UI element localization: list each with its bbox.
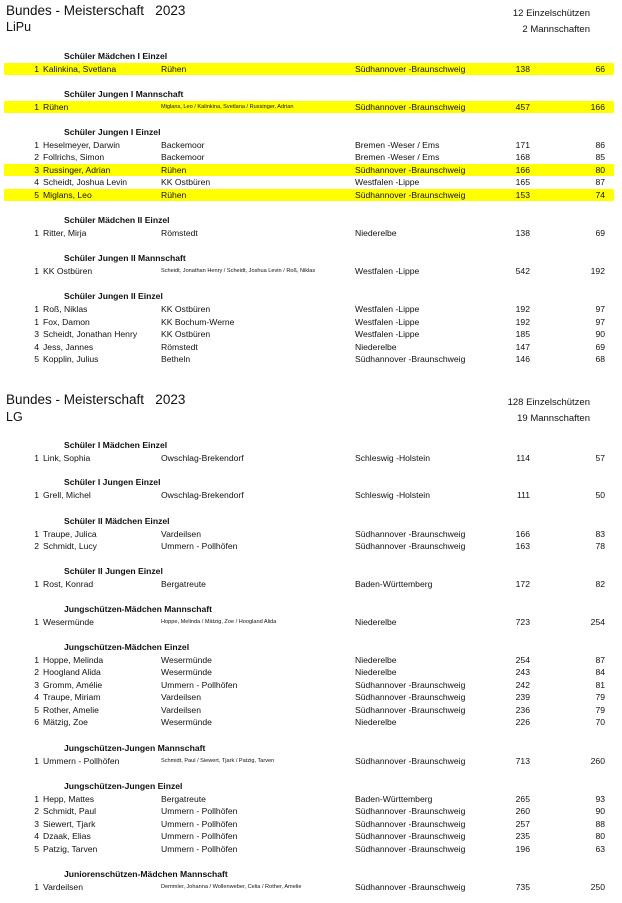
result-row [0, 139, 622, 151]
block-discipline: LG [6, 410, 23, 424]
points-cell: 81 [595, 680, 605, 690]
points-cell: 68 [595, 354, 605, 364]
team-members-cell: Demmler, Johanna / Wollenweber, Celia / Rother, Amelie [161, 884, 302, 890]
result-row [0, 755, 622, 767]
score-cell: 196 [515, 844, 530, 854]
region-cell: Bremen -Weser / Ems [355, 152, 440, 162]
rank-cell: 5 [34, 705, 39, 715]
club-cell: Ummern - Pollhöfen [161, 680, 238, 690]
block-count-teams: 19 Mannschaften [517, 413, 590, 424]
name-cell: Siewert, Tjark [43, 819, 96, 829]
club-cell: KK Ostbüren [161, 177, 211, 187]
region-cell: Bremen -Weser / Ems [355, 140, 440, 150]
result-row [0, 666, 622, 678]
score-cell: 147 [515, 342, 530, 352]
result-row [0, 881, 622, 893]
result-row [0, 227, 622, 239]
block-count-teams: 2 Mannschaften [522, 24, 590, 35]
rank-cell: 1 [34, 882, 39, 892]
rank-cell: 2 [34, 541, 39, 551]
name-cell: Scheidt, Jonathan Henry [43, 329, 138, 339]
name-cell: Russinger, Adrian [43, 165, 111, 175]
points-cell: 82 [595, 579, 605, 589]
rank-cell: 4 [34, 692, 39, 702]
score-cell: 192 [515, 304, 530, 314]
score-cell: 138 [515, 228, 530, 238]
region-cell: Westfalen -Lippe [355, 317, 420, 327]
score-cell: 163 [515, 541, 530, 551]
rank-cell: 3 [34, 329, 39, 339]
score-cell: 242 [515, 680, 530, 690]
region-cell: Westfalen -Lippe [355, 177, 420, 187]
region-cell: Südhannover -Braunschweig [355, 806, 466, 816]
rank-cell: 1 [34, 453, 39, 463]
score-cell: 153 [515, 190, 530, 200]
points-cell: 79 [595, 692, 605, 702]
result-row [0, 818, 622, 830]
rank-cell: 4 [34, 342, 39, 352]
rank-cell: 3 [34, 680, 39, 690]
club-cell: Wesermünde [161, 717, 212, 727]
result-row [0, 793, 622, 805]
score-cell: 114 [516, 453, 530, 463]
region-cell: Niederelbe [355, 342, 397, 352]
rank-cell: 1 [34, 579, 39, 589]
score-cell: 542 [515, 266, 530, 276]
result-row [0, 843, 622, 855]
region-cell: Südhannover -Braunschweig [355, 882, 466, 892]
points-cell: 260 [590, 756, 605, 766]
name-cell: Schmidt, Lucy [43, 541, 97, 551]
score-cell: 236 [515, 705, 530, 715]
name-cell: Jess, Jannes [43, 342, 94, 352]
points-cell: 74 [595, 190, 605, 200]
rank-cell: 1 [34, 317, 39, 327]
rank-cell: 5 [34, 190, 39, 200]
team-members-cell: Miglans, Leo / Kalinkina, Svetlana / Russinger, Adrian [161, 104, 294, 110]
rank-cell: 1 [34, 228, 39, 238]
points-cell: 97 [595, 304, 605, 314]
rank-cell: 1 [34, 756, 39, 766]
name-cell: Dzaak, Elias [43, 831, 91, 841]
points-cell: 97 [595, 317, 605, 327]
club-cell: Römstedt [161, 342, 198, 352]
result-row [0, 540, 622, 552]
region-cell: Südhannover -Braunschweig [355, 64, 466, 74]
score-cell: 457 [515, 102, 530, 112]
name-cell: Link, Sophia [43, 453, 91, 463]
rank-cell: 3 [34, 819, 39, 829]
section-title: Schüler I Mädchen Einzel [64, 440, 168, 450]
region-cell: Südhannover -Braunschweig [355, 756, 466, 766]
score-cell: 243 [515, 667, 530, 677]
points-cell: 50 [595, 490, 605, 500]
rank-cell: 1 [34, 64, 39, 74]
name-cell: KK Ostbüren [43, 266, 93, 276]
name-cell: Hepp, Mattes [43, 794, 95, 804]
section-title: Schüler Jungen II Einzel [64, 291, 163, 301]
region-cell: Südhannover -Braunschweig [355, 190, 466, 200]
points-cell: 57 [595, 453, 605, 463]
region-cell: Südhannover -Braunschweig [355, 705, 466, 715]
region-cell: Südhannover -Braunschweig [355, 541, 466, 551]
points-cell: 166 [590, 102, 605, 112]
region-cell: Baden-Württemberg [355, 794, 433, 804]
rank-cell: 1 [34, 304, 39, 314]
region-cell: Niederelbe [355, 228, 397, 238]
points-cell: 93 [595, 794, 605, 804]
club-cell: Ummern - Pollhöfen [161, 831, 238, 841]
club-cell: Wesermünde [161, 667, 212, 677]
points-cell: 86 [595, 140, 605, 150]
score-cell: 226 [515, 717, 530, 727]
name-cell: Miglans, Leo [43, 190, 92, 200]
rank-cell: 1 [34, 794, 39, 804]
block-title: Bundes - Meisterschaft 2023 [6, 392, 186, 407]
score-cell: 254 [515, 655, 530, 665]
team-members-cell: Scheidt, Jonathan Henry / Scheidt, Joshua Levin / Roß, Niklas [161, 268, 316, 274]
result-row [0, 578, 622, 590]
section-title: Juniorenschützen-Mädchen Mannschaft [64, 869, 228, 879]
block-discipline: LiPu [6, 20, 32, 34]
result-row [4, 101, 614, 113]
name-cell: Kopplin, Julius [43, 354, 99, 364]
rank-cell: 5 [34, 844, 39, 854]
result-row [0, 328, 622, 340]
result-row [0, 654, 622, 666]
points-cell: 69 [595, 228, 605, 238]
region-cell: Westfalen -Lippe [355, 304, 420, 314]
score-cell: 146 [515, 354, 530, 364]
region-cell: Südhannover -Braunschweig [355, 819, 466, 829]
section-title: Schüler II Jungen Einzel [64, 566, 163, 576]
result-row [0, 316, 622, 328]
result-row [0, 176, 622, 188]
points-cell: 69 [595, 342, 605, 352]
rank-cell: 1 [34, 529, 39, 539]
score-cell: 265 [515, 794, 530, 804]
score-cell: 172 [515, 579, 530, 589]
club-cell: Bergatreute [161, 794, 206, 804]
result-row [4, 189, 614, 201]
region-cell: Schleswig -Holstein [355, 453, 430, 463]
club-cell: Ummern - Pollhöfen [161, 541, 238, 551]
name-cell: Heselmeyer, Darwin [43, 140, 120, 150]
section-title: Jungschützen-Mädchen Einzel [64, 642, 190, 652]
section-title: Schüler Mädchen I Einzel [64, 51, 168, 61]
rank-cell: 4 [34, 831, 39, 841]
club-cell: Bergatreute [161, 579, 206, 589]
name-cell: Kalinkina, Svetlana [43, 64, 117, 74]
club-cell: Vardeilsen [161, 692, 201, 702]
region-cell: Südhannover -Braunschweig [355, 692, 466, 702]
points-cell: 63 [595, 844, 605, 854]
club-cell: Backemoor [161, 140, 205, 150]
result-row [0, 353, 622, 365]
name-cell: Gromm, Amélie [43, 680, 103, 690]
name-cell: Vardeilsen [43, 882, 83, 892]
club-cell: Betheln [161, 354, 191, 364]
region-cell: Niederelbe [355, 667, 397, 677]
club-cell: Wesermünde [161, 655, 212, 665]
section-title: Jungschützen-Jungen Mannschaft [64, 743, 206, 753]
result-row [4, 164, 614, 176]
points-cell: 192 [590, 266, 605, 276]
name-cell: Roß, Niklas [43, 304, 88, 314]
block-title: Bundes - Meisterschaft 2023 [6, 3, 186, 18]
score-cell: 257 [515, 819, 530, 829]
rank-cell: 5 [34, 354, 39, 364]
rank-cell: 6 [34, 717, 39, 727]
score-cell: 735 [515, 882, 530, 892]
points-cell: 79 [595, 705, 605, 715]
score-cell: 235 [515, 831, 530, 841]
points-cell: 254 [590, 617, 605, 627]
region-cell: Niederelbe [355, 717, 397, 727]
club-cell: Vardeilsen [161, 705, 201, 715]
points-cell: 84 [595, 667, 605, 677]
points-cell: 83 [595, 529, 605, 539]
name-cell: Wesermünde [43, 617, 94, 627]
rank-cell: 1 [34, 617, 39, 627]
region-cell: Niederelbe [355, 655, 397, 665]
region-cell: Südhannover -Braunschweig [355, 165, 466, 175]
result-row [0, 716, 622, 728]
rank-cell: 1 [34, 140, 39, 150]
section-title: Schüler Jungen I Einzel [64, 127, 161, 137]
score-cell: 192 [515, 317, 530, 327]
block-count-individual: 128 Einzelschützen [507, 397, 590, 408]
rank-cell: 4 [34, 177, 39, 187]
result-row [0, 341, 622, 353]
score-cell: 138 [515, 64, 530, 74]
name-cell: Follrichs, Simon [43, 152, 105, 162]
result-row [0, 830, 622, 842]
result-row [0, 489, 622, 501]
region-cell: Westfalen -Lippe [355, 266, 420, 276]
region-cell: Niederelbe [355, 617, 397, 627]
points-cell: 85 [595, 152, 605, 162]
name-cell: Traupe, Julica [43, 529, 97, 539]
result-row [0, 691, 622, 703]
points-cell: 80 [595, 831, 605, 841]
result-row [0, 704, 622, 716]
team-members-cell: Schmidt, Paul / Siewert, Tjark / Patzig, Tarven [161, 758, 275, 764]
section-title: Schüler II Mädchen Einzel [64, 516, 170, 526]
score-cell: 166 [515, 165, 530, 175]
name-cell: Rost, Konrad [43, 579, 94, 589]
points-cell: 88 [595, 819, 605, 829]
region-cell: Schleswig -Holstein [355, 490, 430, 500]
region-cell: Südhannover -Braunschweig [355, 680, 466, 690]
region-cell: Südhannover -Braunschweig [355, 102, 466, 112]
club-cell: Ummern - Pollhöfen [161, 844, 238, 854]
score-cell: 260 [515, 806, 530, 816]
result-row [4, 63, 614, 75]
score-cell: 713 [515, 756, 530, 766]
region-cell: Südhannover -Braunschweig [355, 354, 466, 364]
rank-cell: 1 [34, 266, 39, 276]
club-cell: Owschlag-Brekendorf [161, 453, 244, 463]
points-cell: 87 [595, 177, 605, 187]
score-cell: 165 [515, 177, 530, 187]
result-row [0, 265, 622, 277]
name-cell: Ritter, Mirja [43, 228, 87, 238]
rank-cell: 3 [34, 165, 39, 175]
name-cell: Rühen [43, 102, 69, 112]
result-row [0, 303, 622, 315]
club-cell: KK Ostbüren [161, 304, 211, 314]
points-cell: 250 [590, 882, 605, 892]
name-cell: Fox, Damon [43, 317, 90, 327]
section-title: Schüler Jungen II Mannschaft [64, 253, 186, 263]
score-cell: 239 [515, 692, 530, 702]
club-cell: KK Bochum-Werne [161, 317, 235, 327]
score-cell: 168 [515, 152, 530, 162]
rank-cell: 2 [34, 152, 39, 162]
result-row [0, 679, 622, 691]
points-cell: 70 [595, 717, 605, 727]
name-cell: Schmidt, Paul [43, 806, 97, 816]
result-row [0, 151, 622, 163]
section-title: Schüler Mädchen II Einzel [64, 215, 170, 225]
section-title: Schüler Jungen I Mannschaft [64, 89, 184, 99]
team-members-cell: Hoppe, Melinda / Mätzig, Zoe / Hoogland Alida [161, 619, 277, 625]
club-cell: Ummern - Pollhöfen [161, 819, 238, 829]
club-cell: Vardeilsen [161, 529, 201, 539]
section-title: Jungschützen-Mädchen Mannschaft [64, 604, 213, 614]
region-cell: Südhannover -Braunschweig [355, 831, 466, 841]
name-cell: Hoogland Alida [43, 667, 101, 677]
region-cell: Baden-Württemberg [355, 579, 433, 589]
result-row [0, 452, 622, 464]
club-cell: Römstedt [161, 228, 198, 238]
name-cell: Scheidt, Joshua Levin [43, 177, 128, 187]
club-cell: KK Ostbüren [161, 329, 211, 339]
section-title: Jungschützen-Jungen Einzel [64, 781, 183, 791]
points-cell: 87 [595, 655, 605, 665]
section-title: Schüler I Jungen Einzel [64, 477, 161, 487]
region-cell: Südhannover -Braunschweig [355, 529, 466, 539]
region-cell: Westfalen -Lippe [355, 329, 420, 339]
name-cell: Rother, Amelie [43, 705, 99, 715]
result-row [0, 616, 622, 628]
name-cell: Hoppe, Melinda [43, 655, 104, 665]
club-cell: Rühen [161, 165, 187, 175]
points-cell: 90 [595, 329, 605, 339]
name-cell: Grell, Michel [43, 490, 91, 500]
name-cell: Patzig, Tarven [43, 844, 98, 854]
score-cell: 171 [515, 140, 530, 150]
points-cell: 78 [595, 541, 605, 551]
rank-cell: 1 [34, 490, 39, 500]
name-cell: Traupe, Miriam [43, 692, 101, 702]
score-cell: 185 [515, 329, 530, 339]
result-row [0, 805, 622, 817]
club-cell: Rühen [161, 190, 187, 200]
region-cell: Südhannover -Braunschweig [355, 844, 466, 854]
rank-cell: 2 [34, 667, 39, 677]
club-cell: Owschlag-Brekendorf [161, 490, 244, 500]
name-cell: Mätzig, Zoe [43, 717, 88, 727]
club-cell: Backemoor [161, 152, 205, 162]
club-cell: Rühen [161, 64, 187, 74]
club-cell: Ummern - Pollhöfen [161, 806, 238, 816]
name-cell: Ummern - Pollhöfen [43, 756, 120, 766]
points-cell: 80 [595, 165, 605, 175]
rank-cell: 1 [34, 102, 39, 112]
score-cell: 166 [515, 529, 530, 539]
block-count-individual: 12 Einzelschützen [512, 8, 590, 19]
result-row [0, 528, 622, 540]
score-cell: 111 [516, 490, 530, 500]
rank-cell: 2 [34, 806, 39, 816]
points-cell: 90 [595, 806, 605, 816]
points-cell: 66 [595, 64, 605, 74]
rank-cell: 1 [34, 655, 39, 665]
score-cell: 723 [515, 617, 530, 627]
